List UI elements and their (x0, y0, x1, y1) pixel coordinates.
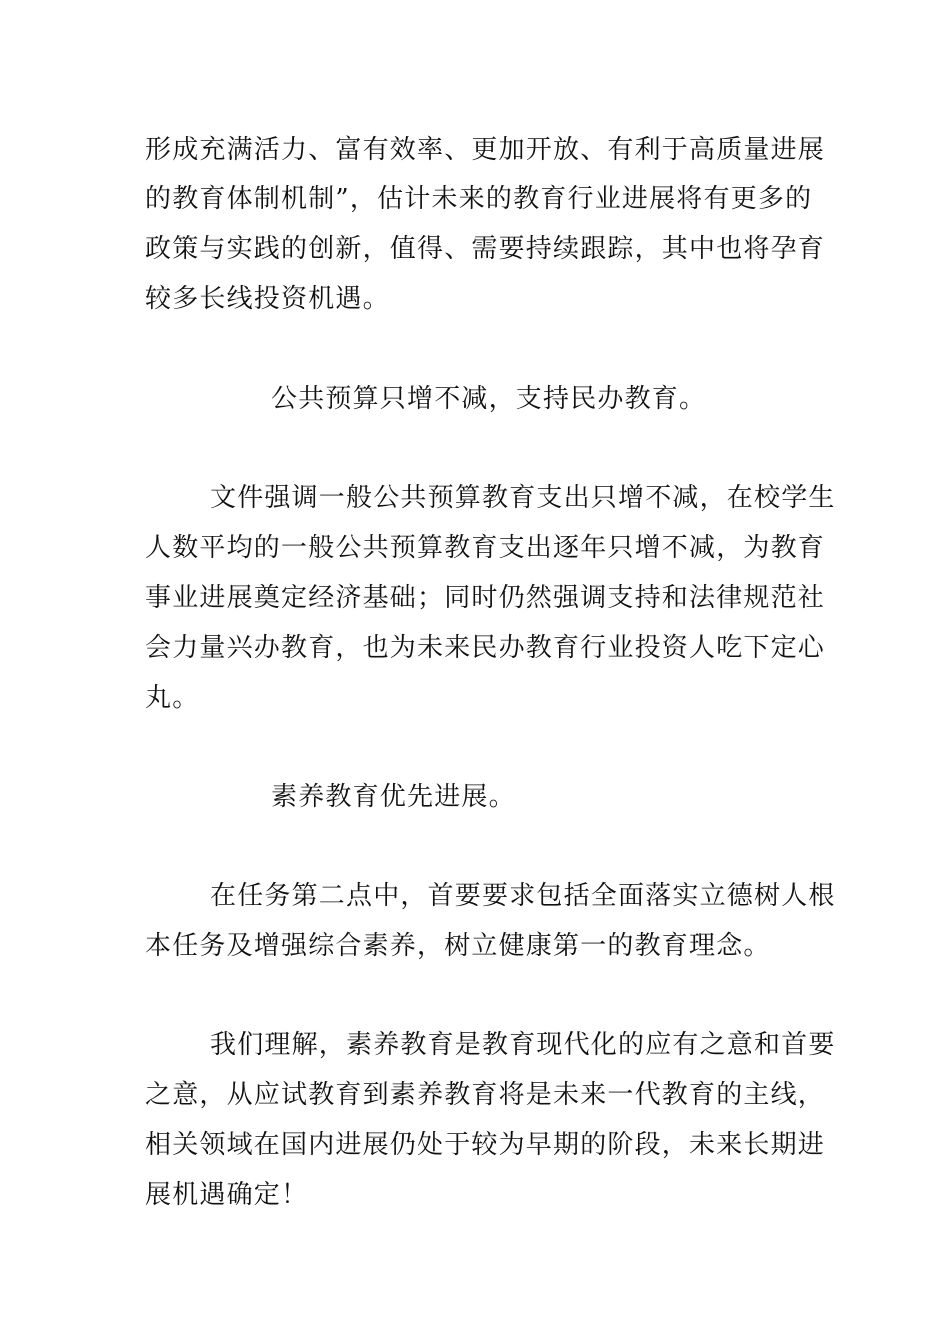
paragraph-line: 之意，从应试教育到素养教育将是未来一代教育的主线， (145, 1080, 826, 1110)
paragraph-line: 相关领域在国内进展仍处于较为早期的阶段，未来长期进 (145, 1130, 826, 1160)
paragraph-line: 人数平均的一般公共预算教育支出逐年只增不减，为教育 (145, 533, 826, 563)
paragraph-line: 事业进展奠定经济基础；同时仍然强调支持和法律规范社 (145, 583, 826, 613)
paragraph-line: 在任务第二点中，首要要求包括全面落实立德树人根 (210, 881, 836, 911)
paragraph-line: 展机遇确定！ (145, 1180, 309, 1210)
section-heading: 素养教育优先进展。 (271, 782, 516, 812)
paragraph-line: 文件强调一般公共预算教育支出只增不减，在校学生 (210, 483, 836, 513)
paragraph-line: 较多长线投资机遇。 (145, 284, 390, 314)
paragraph-line: 政策与实践的创新，值得、需要持续跟踪，其中也将孕育 (145, 234, 826, 264)
paragraph-line: 会力量兴办教育，也为未来民办教育行业投资人吃下定心 (145, 633, 826, 663)
paragraph-line: 本任务及增强综合素养，树立健康第一的教育理念。 (145, 931, 771, 961)
paragraph-line: 形成充满活力、富有效率、更加开放、有利于高质量进展 (145, 135, 826, 165)
paragraph-line: 我们理解，素养教育是教育现代化的应有之意和首要 (210, 1030, 836, 1060)
paragraph-line: 丸。 (145, 683, 200, 713)
paragraph-line: 的教育体制机制”，估计未来的教育行业进展将有更多的 (145, 184, 813, 214)
section-heading: 公共预算只增不减，支持民办教育。 (271, 384, 707, 414)
